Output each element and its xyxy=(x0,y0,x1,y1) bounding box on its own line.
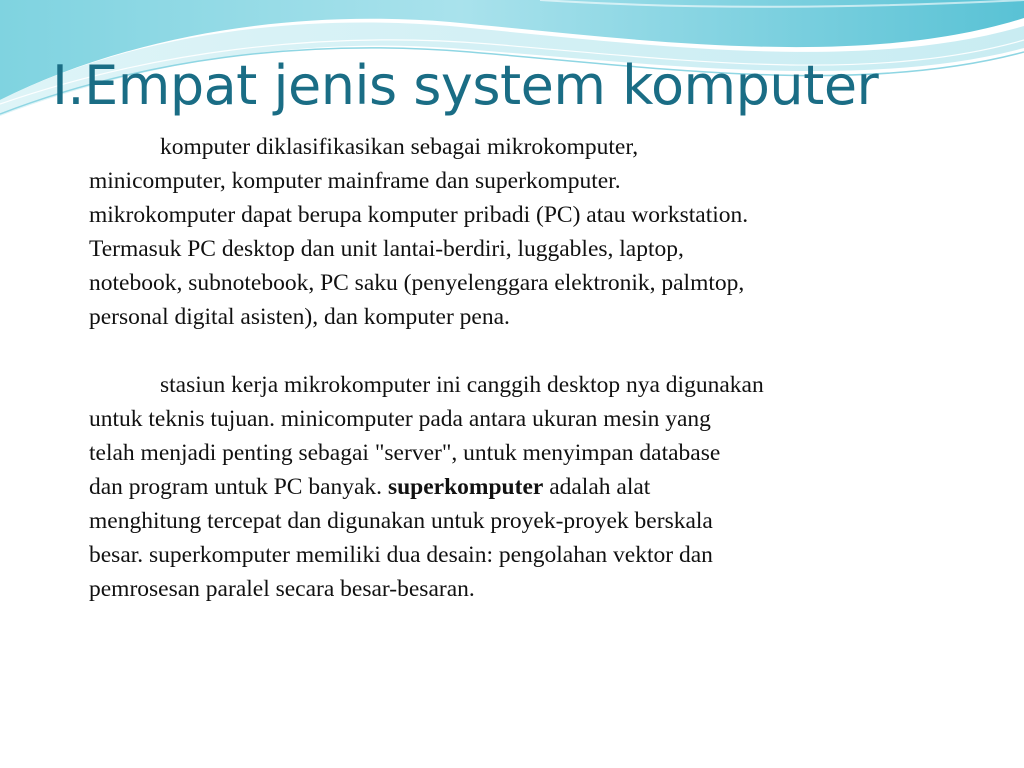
paragraph-2-text-start: stasiun kerja mikrokomputer ini canggih desktop nya digunakan untuk teknis tujuan. minicomputer pada antara ukuran mesin yang telah menjadi penting sebagai "server", untuk menyimpan database dan program untuk PC banyak. xyxy=(89,372,764,500)
paragraph-1-text: komputer diklasifikasikan sebagai mikrokomputer, minicomputer, komputer mainframe dan superkomputer. mikrokomputer dapat berupa komputer pribadi (PC) atau workstation. Termasuk PC desktop dan unit lantai-berdiri, luggables, laptop, notebook, subnotebook, PC saku (penyelenggara elektronik, palmtop, personal digital asisten), dan komputer pena. xyxy=(89,134,749,330)
paragraph-2-text-end: adalah alat menghitung tercepat dan digunakan untuk proyek-proyek berskala besar. superkomputer memiliki dua desain: pengolahan vektor dan pemrosesan paralel secara besar-besaran. xyxy=(89,474,713,602)
paragraph-1 xyxy=(89,130,969,334)
slide-body xyxy=(89,130,969,606)
paragraph-2-bold-term: superkomputer xyxy=(387,474,544,500)
paragraph-2 xyxy=(89,368,969,606)
slide-title: I.Empat jenis system komputer xyxy=(52,54,879,117)
